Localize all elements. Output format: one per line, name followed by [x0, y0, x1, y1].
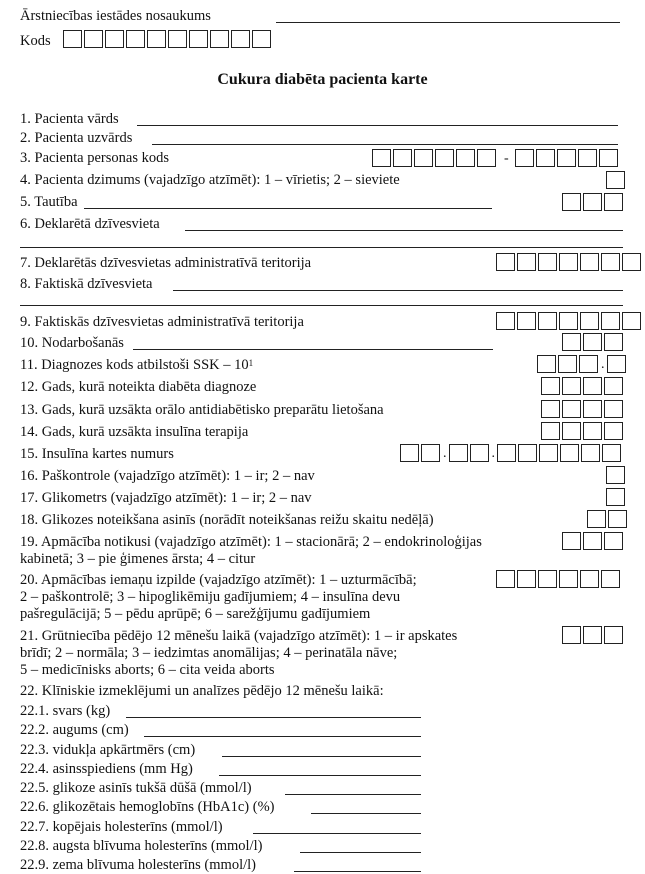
- diagnosis-year-boxes[interactable]: [541, 377, 625, 395]
- training-label-line2: kabinetā; 3 – pie ģimenes ārsta; 4 – citur: [20, 551, 256, 567]
- footnote-marker: 1: [248, 358, 254, 368]
- actual-territory-box[interactable]: [559, 312, 578, 330]
- occupation-field[interactable]: [133, 349, 493, 350]
- code-box[interactable]: [84, 30, 103, 48]
- weight-label: 22.1. svars (kg): [20, 703, 111, 719]
- ldl-label: 22.9. zema blīvuma holesterīns (mmol/l): [20, 857, 256, 873]
- personal-code-label: 3. Pacienta personas kods: [20, 150, 169, 166]
- diagnosis-code-label: [20, 357, 253, 373]
- card-box[interactable]: [421, 444, 440, 462]
- height-field[interactable]: [144, 736, 421, 737]
- pregnancy-label-line2: brīdī; 2 – normāla; 3 – iedzimtas anomālijas; 4 – perinatāla nāve;: [20, 645, 398, 661]
- declared-territory-box[interactable]: [517, 253, 536, 271]
- actual-territory-box[interactable]: [580, 312, 599, 330]
- personal-code-box[interactable]: [456, 149, 475, 167]
- pregnancy-box[interactable]: [583, 626, 602, 644]
- patient-name-label: 1. Pacienta vārds: [20, 111, 119, 127]
- skills-box[interactable]: [517, 570, 536, 588]
- hdl-label: 22.8. augsta blīvuma holesterīns (mmol/l): [20, 838, 263, 854]
- nationality-box[interactable]: [583, 193, 602, 211]
- personal-code-box[interactable]: [578, 149, 597, 167]
- declared-territory-box[interactable]: [601, 253, 620, 271]
- glucometer-checkbox[interactable]: [606, 488, 625, 506]
- blood-pressure-label: 22.4. asinsspiediens (mm Hg): [20, 761, 193, 777]
- code-box[interactable]: [105, 30, 124, 48]
- personal-code-box[interactable]: [557, 149, 576, 167]
- institution-label: Ārstniecības iestādes nosaukums: [20, 8, 211, 24]
- training-label-line1: 19. Apmācība notikusi (vajadzīgo atzīmēt): 1 – stacionārā; 2 – endokrinoloģijas: [20, 534, 482, 550]
- diagnosis-year-label: 12. Gads, kurā noteikta diabēta diagnoze: [20, 379, 257, 395]
- nationality-box[interactable]: [562, 193, 581, 211]
- glucose-test-box[interactable]: [608, 510, 627, 528]
- insulin-therapy-year-label: 14. Gads, kurā uzsākta insulīna terapija: [20, 424, 249, 440]
- hdl-field[interactable]: [300, 852, 421, 853]
- code-label: Kods: [20, 33, 51, 49]
- self-control-checkbox[interactable]: [606, 466, 625, 484]
- year-box[interactable]: [583, 422, 602, 440]
- fasting-glucose-field[interactable]: [285, 794, 421, 795]
- blood-pressure-field[interactable]: [219, 775, 421, 776]
- card-box[interactable]: [560, 444, 579, 462]
- skills-box[interactable]: [559, 570, 578, 588]
- skills-label-line2: 2 – paškontrolē; 3 – hipoglikēmiju gadījumiem; 4 – insulīna devu: [20, 589, 401, 605]
- hba1c-field[interactable]: [311, 813, 421, 814]
- diagnosis-code-text: 11. Diagnozes kods atbilstoši SSK – 10: [20, 357, 249, 373]
- declared-territory-box[interactable]: [559, 253, 578, 271]
- year-box[interactable]: [562, 422, 581, 440]
- pregnancy-box[interactable]: [604, 626, 623, 644]
- card-box[interactable]: [497, 444, 516, 462]
- glucose-test-boxes[interactable]: [587, 510, 629, 528]
- insulin-card-boxes[interactable]: [400, 444, 623, 462]
- personal-code-box[interactable]: [435, 149, 454, 167]
- year-box[interactable]: [541, 422, 560, 440]
- training-box[interactable]: [604, 532, 623, 550]
- total-cholesterol-field[interactable]: [253, 833, 421, 834]
- declared-residence-label: 6. Deklarētā dzīvesvieta: [20, 216, 160, 232]
- year-box[interactable]: [583, 377, 602, 395]
- code-box[interactable]: [252, 30, 271, 48]
- card-dot: .: [443, 446, 447, 461]
- nationality-label: 5. Tautība: [20, 194, 78, 210]
- personal-code-box[interactable]: [536, 149, 555, 167]
- skills-boxes[interactable]: [496, 570, 622, 588]
- card-box[interactable]: [470, 444, 489, 462]
- year-box[interactable]: [541, 377, 560, 395]
- personal-code-boxes[interactable]: [372, 149, 620, 167]
- insulin-card-label: 15. Insulīna kartes numurs: [20, 446, 174, 462]
- occupation-label: 10. Nodarbošanās: [20, 335, 124, 351]
- skills-label-line3: pašregulācijā; 5 – pēdu aprūpē; 6 – sarežģījumu gadījumiem: [20, 606, 371, 622]
- actual-territory-box[interactable]: [496, 312, 515, 330]
- glucometer-label: 17. Glikometrs (vajadzīgo atzīmēt): 1 – ir; 2 – nav: [20, 490, 312, 506]
- occupation-box[interactable]: [604, 333, 623, 351]
- code-box[interactable]: [231, 30, 250, 48]
- year-box[interactable]: [562, 400, 581, 418]
- nationality-box[interactable]: [604, 193, 623, 211]
- card-box[interactable]: [518, 444, 537, 462]
- pregnancy-label-line1: 21. Grūtniecība pēdējo 12 mēnešu laikā (vajadzīgo atzīmēt): 1 – ir apskates: [20, 628, 458, 644]
- self-control-label: 16. Paškontrole (vajadzīgo atzīmēt): 1 – ir; 2 – nav: [20, 468, 315, 484]
- actual-residence-field-line2[interactable]: [20, 305, 623, 306]
- actual-territory-box[interactable]: [601, 312, 620, 330]
- insulin-therapy-year-boxes[interactable]: [541, 422, 625, 440]
- ldl-field[interactable]: [294, 871, 421, 872]
- actual-territory-boxes[interactable]: [496, 312, 643, 330]
- oral-therapy-year-label: 13. Gads, kurā uzsākta orālo antidiabētisko preparātu lietošana: [20, 402, 384, 418]
- declared-territory-box[interactable]: [622, 253, 641, 271]
- oral-therapy-year-boxes[interactable]: [541, 400, 625, 418]
- hba1c-label: 22.6. glikozētais hemoglobīns (HbA1c) (%): [20, 799, 275, 815]
- personal-code-box[interactable]: [515, 149, 534, 167]
- declared-residence-field[interactable]: [185, 230, 623, 231]
- code-box[interactable]: [189, 30, 208, 48]
- patient-surname-field[interactable]: [152, 144, 618, 145]
- personal-code-box[interactable]: [372, 149, 391, 167]
- declared-territory-box[interactable]: [580, 253, 599, 271]
- personal-code-box[interactable]: [414, 149, 433, 167]
- card-dot: .: [491, 446, 495, 461]
- diagnosis-code-box[interactable]: [607, 355, 626, 373]
- actual-territory-box[interactable]: [538, 312, 557, 330]
- pregnancy-box[interactable]: [562, 626, 581, 644]
- page-title: Cukura diabēta pacienta karte: [217, 71, 428, 88]
- gender-box[interactable]: [606, 171, 627, 189]
- fasting-glucose-label: 22.5. glikoze asinīs tukšā dūšā (mmol/l): [20, 780, 252, 796]
- waist-label: 22.3. vidukļa apkārtmērs (cm): [20, 742, 196, 758]
- weight-field[interactable]: [126, 717, 421, 718]
- declared-territory-box[interactable]: [496, 253, 515, 271]
- self-control-box[interactable]: [606, 466, 627, 484]
- gender-checkbox[interactable]: [606, 171, 625, 189]
- height-label: 22.2. augums (cm): [20, 722, 129, 738]
- code-box[interactable]: [168, 30, 187, 48]
- institution-name-field[interactable]: [276, 22, 620, 23]
- actual-territory-box[interactable]: [622, 312, 641, 330]
- year-box[interactable]: [604, 422, 623, 440]
- code-box[interactable]: [210, 30, 229, 48]
- code-box[interactable]: [126, 30, 145, 48]
- card-box[interactable]: [581, 444, 600, 462]
- skills-box[interactable]: [496, 570, 515, 588]
- diagnosis-code-dot: .: [601, 357, 605, 372]
- year-box[interactable]: [604, 377, 623, 395]
- card-box[interactable]: [602, 444, 621, 462]
- personal-code-box[interactable]: [477, 149, 496, 167]
- diagnosis-code-box[interactable]: [537, 355, 556, 373]
- occupation-box[interactable]: [562, 333, 581, 351]
- declared-territory-box[interactable]: [538, 253, 557, 271]
- diagnosis-code-box[interactable]: [558, 355, 577, 373]
- year-box[interactable]: [583, 400, 602, 418]
- declared-residence-field-line2[interactable]: [20, 247, 623, 248]
- pregnancy-label-line3: 5 – medicīnisks aborts; 6 – cita veida aborts: [20, 662, 275, 678]
- glucometer-box[interactable]: [606, 488, 627, 506]
- occupation-box[interactable]: [583, 333, 602, 351]
- training-box[interactable]: [583, 532, 602, 550]
- skills-box[interactable]: [601, 570, 620, 588]
- declared-territory-label: 7. Deklarētās dzīvesvietas administratīvā teritorija: [20, 255, 312, 271]
- actual-residence-field[interactable]: [173, 290, 623, 291]
- personal-code-dash: -: [504, 151, 509, 166]
- nationality-field[interactable]: [84, 208, 492, 209]
- personal-code-box[interactable]: [393, 149, 412, 167]
- diagnosis-code-boxes[interactable]: [537, 355, 628, 373]
- waist-field[interactable]: [222, 756, 421, 757]
- actual-territory-box[interactable]: [517, 312, 536, 330]
- patient-name-field[interactable]: [137, 125, 618, 126]
- institution-code-boxes[interactable]: [63, 30, 273, 48]
- actual-residence-label: 8. Faktiskā dzīvesvieta: [20, 276, 153, 292]
- training-boxes[interactable]: [562, 532, 625, 550]
- actual-territory-label: 9. Faktiskās dzīvesvietas administratīvā teritorija: [20, 314, 304, 330]
- year-box[interactable]: [562, 377, 581, 395]
- personal-code-box[interactable]: [599, 149, 618, 167]
- patient-surname-label: 2. Pacienta uzvārds: [20, 130, 133, 146]
- total-cholesterol-label: 22.7. kopējais holesterīns (mmol/l): [20, 819, 223, 835]
- code-box[interactable]: [63, 30, 82, 48]
- declared-territory-boxes[interactable]: [496, 253, 643, 271]
- year-box[interactable]: [604, 400, 623, 418]
- skills-box[interactable]: [580, 570, 599, 588]
- skills-box[interactable]: [538, 570, 557, 588]
- card-box[interactable]: [539, 444, 558, 462]
- card-box[interactable]: [400, 444, 419, 462]
- year-box[interactable]: [541, 400, 560, 418]
- skills-label-line1: 20. Apmācības iemaņu izpilde (vajadzīgo atzīmēt): 1 – uzturmācībā;: [20, 572, 417, 588]
- glucose-test-box[interactable]: [587, 510, 606, 528]
- code-box[interactable]: [147, 30, 166, 48]
- pregnancy-boxes[interactable]: [562, 626, 625, 644]
- gender-label: 4. Pacienta dzimums (vajadzīgo atzīmēt): 1 – vīrietis; 2 – sieviete: [20, 172, 400, 188]
- diagnosis-code-box[interactable]: [579, 355, 598, 373]
- glucose-test-label: 18. Glikozes noteikšana asinīs (norādīt noteikšanas reižu skaitu nedēļā): [20, 512, 434, 528]
- nationality-boxes[interactable]: [562, 193, 625, 211]
- clinical-tests-heading: 22. Klīniskie izmeklējumi un analīzes pēdējo 12 mēnešu laikā:: [20, 683, 384, 699]
- occupation-boxes[interactable]: [562, 333, 625, 351]
- training-box[interactable]: [562, 532, 581, 550]
- card-box[interactable]: [449, 444, 468, 462]
